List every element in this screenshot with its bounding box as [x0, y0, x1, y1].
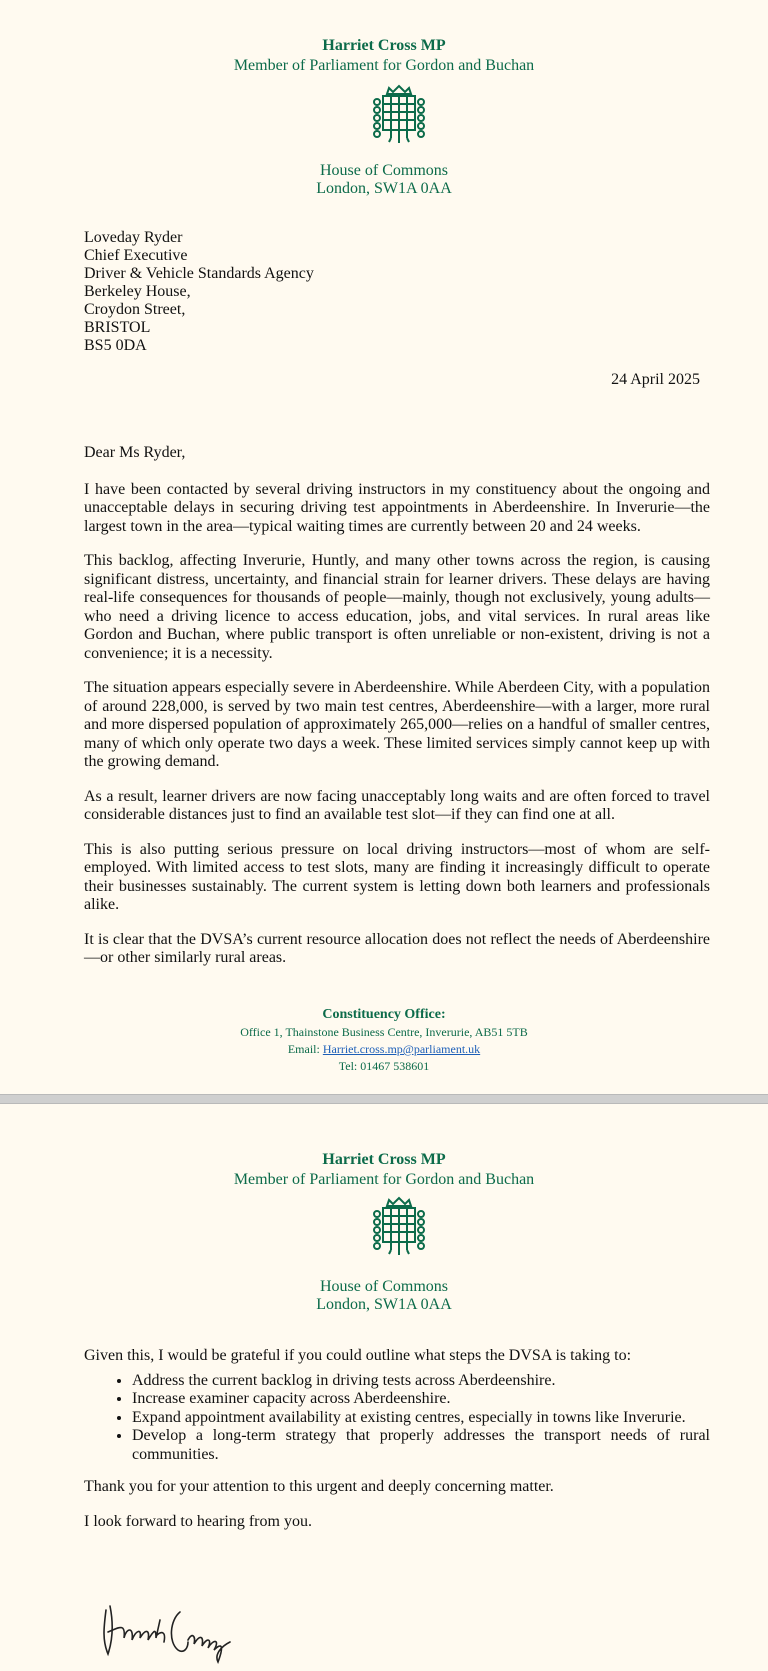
portcullis-icon [369, 84, 429, 150]
recipient-line: BS5 0DA [84, 337, 147, 354]
constituency-office-footer [0, 1006, 768, 1075]
address-line1: House of Commons [320, 162, 448, 179]
intro-paragraph: Given this, I would be grateful if you could outline what steps the DVSA is taking to: [84, 1347, 632, 1364]
paragraph: This backlog, affecting Inverurie, Huntly, and many other towns across the region, is causing significant distress, uncertainty, and financial strain for learner drivers. These delays are having real-life consequences for thousands of people—mainly, though not exclusively, young adults—who need a driving licence to access education, jobs, and vital services. In rural areas like Gordon and Buchan, where public transport is often unreliable or non-existent, driving is not a convenience; it is a necessity. [84, 552, 710, 662]
salutation: Dear Ms Ryder, [84, 444, 186, 461]
footer-title: Constituency Office: [322, 1007, 446, 1022]
mp-role: Member of Parliament for Gordon and Buchan [233, 57, 535, 74]
parliament-address [0, 1278, 768, 1314]
letterhead [0, 1150, 768, 1190]
email-label: Email: [287, 1042, 323, 1056]
letter-page-2 [0, 1104, 768, 1671]
recipient-line: Loveday Ryder [84, 229, 183, 246]
list-item: • Address the current backlog in driving tests across Aberdeenshire. [132, 1372, 710, 1391]
recipient-line: Driver & Vehicle Standards Agency [84, 265, 314, 282]
handwritten-signature [96, 1592, 246, 1664]
footer-address: Office 1, Thainstone Business Centre, Inverurie, AB51 5TB [240, 1025, 528, 1039]
asks-list [84, 1372, 710, 1465]
address-line1: House of Commons [320, 1278, 448, 1295]
paragraph: This is also putting serious pressure on local driving instructors—most of whom are self-employed. With limited access to test slots, many are finding it increasingly difficult to operate their businesses sustainably. The current system is letting down both learners and professionals alike. [84, 840, 710, 913]
letter-body-continued [84, 1347, 710, 1547]
mp-name: Harriet Cross MP [322, 37, 446, 54]
address-line2: London, SW1A 0AA [316, 180, 452, 197]
mp-name: Harriet Cross MP [322, 1151, 446, 1168]
footer-tel: Tel: 01467 538601 [338, 1059, 430, 1073]
recipient-line: Berkeley House, [84, 283, 191, 300]
parliament-address [0, 162, 768, 198]
thanks-paragraph: Thank you for your attention to this urgent and deeply concerning matter. [84, 1478, 554, 1495]
paragraph: It is clear that the DVSA’s current resource allocation does not reflect the needs of Aberdeenshire—or other similarly rural areas. [84, 930, 710, 966]
address-line2: London, SW1A 0AA [316, 1296, 452, 1313]
recipient-line: Croydon Street, [84, 301, 186, 318]
paragraph: I have been contacted by several driving instructors in my constituency about the ongoing and unacceptable delays in securing driving test appointments in Aberdeenshire. In Inverurie—the largest town in the area—typical waiting times are currently between 20 and 24 weeks. [84, 480, 710, 535]
page-separator [0, 1094, 768, 1104]
list-item: • Develop a long-term strategy that properly addresses the transport needs of rural communities. [132, 1427, 710, 1464]
recipient-block [84, 229, 314, 355]
portcullis-icon [369, 1196, 429, 1262]
recipient-line: BRISTOL [84, 319, 151, 336]
email-link[interactable]: Harriet.cross.mp@parliament.uk [322, 1042, 481, 1056]
recipient-line: Chief Executive [84, 247, 188, 264]
letter-date: 24 April 2025 [611, 371, 700, 388]
list-item: • Expand appointment availability at existing centres, especially in towns like Inverurie. [132, 1409, 710, 1428]
letter-body [84, 444, 710, 984]
list-item: • Increase examiner capacity across Aberdeenshire. [132, 1390, 710, 1409]
mp-role: Member of Parliament for Gordon and Buchan [233, 1171, 535, 1188]
letterhead [0, 36, 768, 76]
paragraph: As a result, learner drivers are now facing unacceptably long waits and are often forced to travel considerable distances just to find an available test slot—if they can find one at all. [84, 787, 710, 823]
closing-paragraph: I look forward to hearing from you. [84, 1512, 312, 1530]
footer-email-line [0, 1041, 768, 1058]
paragraph: The situation appears especially severe in Aberdeenshire. While Aberdeen City, with a population of around 228,000, is served by two main test centres, Aberdeenshire—with a larger, more rural and more dispersed population of approximately 265,000—relies on a handful of smaller centres, many of which only operate two days a week. These limited services simply cannot keep up with the growing demand. [84, 679, 710, 770]
